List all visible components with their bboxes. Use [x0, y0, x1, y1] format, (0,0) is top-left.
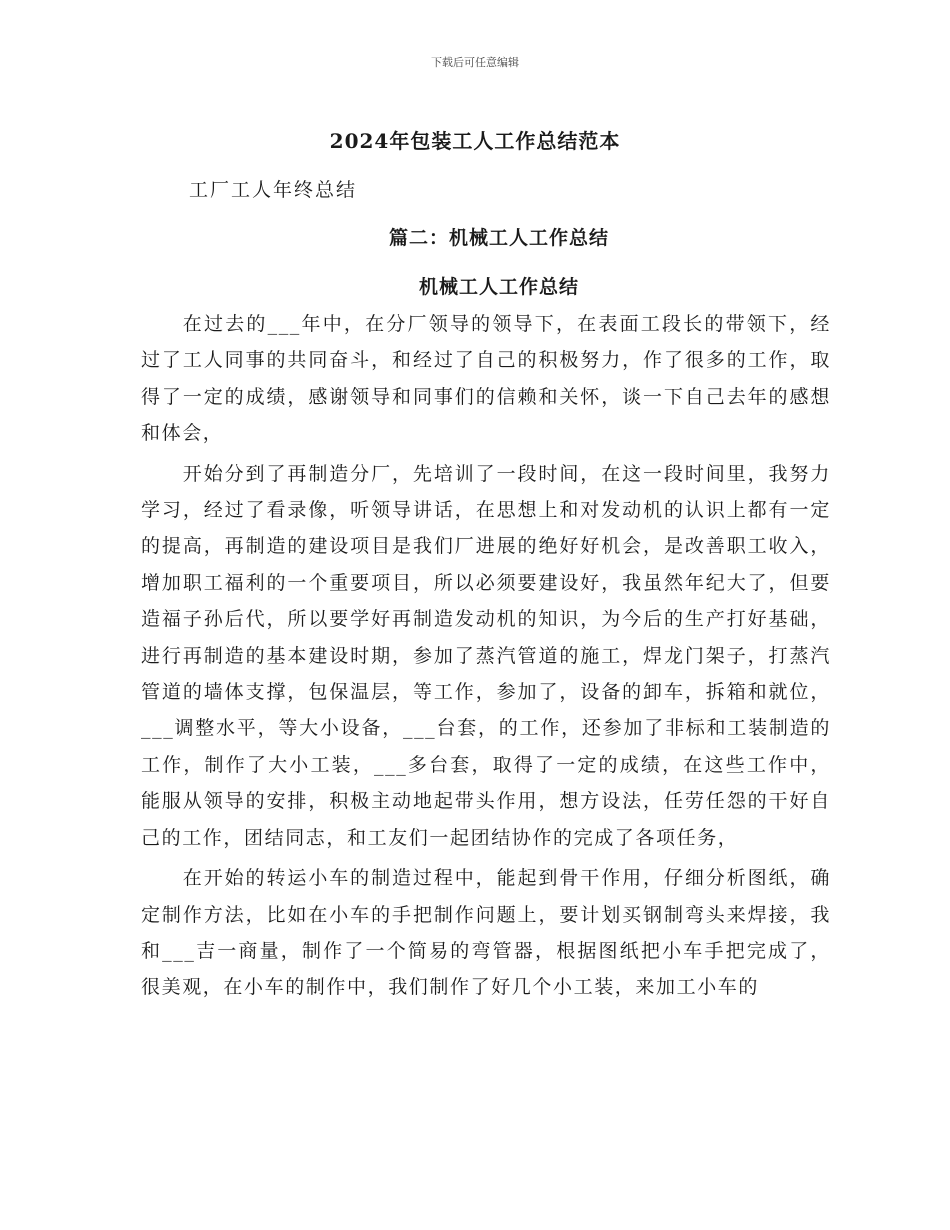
paragraph: 在开始的转运小车的制造过程中，能起到骨干作用，仔细分析图纸，确定制作方法，比如在小车的手把制作问题上，要计划买钢制弯头来焊接，我和___吉一商量，制作了一个简易的弯管器，根据图纸把小车手把完成了，很美观，在小车的制作中，我们制作了好几个小工装，来加工小车的 — [141, 867, 831, 999]
document-subtitle: 工厂工人年终总结 — [189, 179, 358, 201]
document-title: 2024年包装工人工作总结范本 — [329, 129, 621, 153]
header-note: 下载后可任意编辑 — [431, 56, 519, 69]
article-title: 机械工人工作总结 — [418, 276, 579, 298]
article-body — [141, 306, 831, 1010]
paragraph: 在过去的___年中，在分厂领导的领导下，在表面工段长的带领下，经过了工人同事的共同奋斗，和经过了自己的积极努力，作了很多的工作，取得了一定的成绩，感谢领导和同事们的信赖和关怀，谈一下自己去年的感想和体会， — [141, 313, 831, 445]
paragraph: 开始分到了再制造分厂，先培训了一段时间，在这一段时间里，我努力学习，经过了看录像，听领导讲话，在思想上和对发动机的认识上都有一定的提高，再制造的建设项目是我们厂进展的绝好好机会，是改善职工收入，增加职工福利的一个重要项目，所以必须要建设好，我虽然年纪大了，但要造福子孙后代，所以要学好再制造发动机的知识，为今后的生产打好基础，进行再制造的基本建设时期，参加了蒸汽管道的施工，焊龙门架子，打蒸汽管道的墙体支撑，包保温层，等工作，参加了，设备的卸车，拆箱和就位，___调整水平，等大小设备，___台套，的工作，还参加了非标和工装制造的工作，制作了大小工装，___多台套，取得了一定的成绩，在这些工作中，能服从领导的安排，积极主动地起带头作用，想方设法，任劳任怨的干好自己的工作，团结同志，和工友们一起团结协作的完成了各项任务， — [141, 462, 831, 849]
section-heading: 篇二：机械工人工作总结 — [388, 227, 609, 249]
